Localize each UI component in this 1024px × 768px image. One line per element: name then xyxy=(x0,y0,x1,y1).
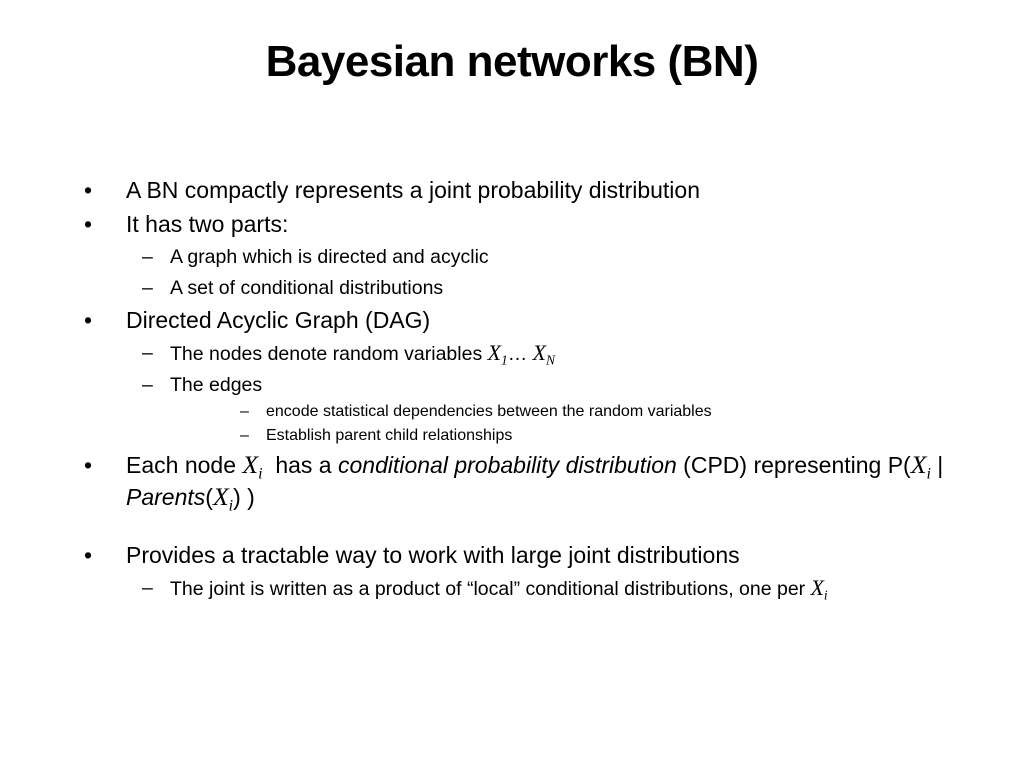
subsubbullet-dependencies xyxy=(84,401,944,423)
subbullet-text: The nodes denote random variables xyxy=(170,343,488,365)
bullet-marker: • xyxy=(84,542,93,568)
bullet-marker: • xyxy=(84,211,93,237)
bullet-text-mid: has a xyxy=(262,452,338,478)
math-variable: $X_1$ xyxy=(487,341,508,368)
ellipsis: … xyxy=(507,343,533,365)
slide-body xyxy=(84,172,944,603)
bullet-tractable xyxy=(84,539,944,571)
dash-marker: – xyxy=(142,246,153,268)
subsubbullet-text: encode statistical dependencies between the random variables xyxy=(266,403,712,420)
spacer xyxy=(84,513,944,537)
subbullet-text: The joint is written as a product of “local” conditional distributions, one per xyxy=(170,578,811,600)
bullet-text-post: (CPD) representing P( xyxy=(676,452,911,478)
open-paren: ( xyxy=(205,484,213,510)
dash-marker: – xyxy=(142,277,153,299)
bullet-compact-representation xyxy=(84,174,944,206)
subbullet-joint-product xyxy=(84,575,944,603)
subbullet-graph xyxy=(84,244,944,271)
subbullet-nodes xyxy=(84,340,944,368)
dash-marker: – xyxy=(142,577,153,599)
bullet-text: Directed Acyclic Graph (DAG) xyxy=(126,307,431,333)
bar-symbol: | xyxy=(930,452,944,478)
bullet-text: Provides a tractable way to work with large joint distributions xyxy=(126,542,740,568)
subsubbullet-text: Establish parent child relationships xyxy=(266,427,513,444)
subbullet-text: A graph which is directed and acyclic xyxy=(170,246,489,268)
subbullet-text: The edges xyxy=(170,374,263,396)
parents-term: Parents xyxy=(126,484,206,510)
dash-marker: – xyxy=(142,342,153,364)
bullet-marker: • xyxy=(84,307,93,333)
math-variable: $X_i$ xyxy=(810,576,828,603)
dash-marker: – xyxy=(142,374,153,396)
subbullet-text: A set of conditional distributions xyxy=(170,277,444,299)
math-variable: $X_i$ xyxy=(910,450,931,483)
cpd-term: conditional probability distribution xyxy=(337,452,677,478)
math-variable: $X_i$ xyxy=(212,482,234,515)
bullet-text: A BN compactly represents a joint probability distribution xyxy=(126,177,701,203)
math-variable: $X_i$ xyxy=(242,450,263,483)
subsubbullet-parent-child xyxy=(84,425,944,447)
math-variable: $X_N$ xyxy=(532,341,556,368)
bullet-cpd xyxy=(84,449,944,513)
bullet-text-prefix: Each node xyxy=(126,452,243,478)
subbullet-conditional-distributions xyxy=(84,275,944,302)
bullet-marker: • xyxy=(84,452,93,478)
slide-title: Bayesian networks (BN) xyxy=(265,37,759,86)
dash-marker: – xyxy=(240,427,249,444)
close-paren: ) ) xyxy=(233,484,255,510)
bullet-dag xyxy=(84,304,944,336)
bullet-two-parts xyxy=(84,208,944,240)
subbullet-edges xyxy=(84,372,944,399)
dash-marker: – xyxy=(240,403,249,420)
bullet-text: It has two parts: xyxy=(126,211,289,237)
bullet-marker: • xyxy=(84,177,93,203)
